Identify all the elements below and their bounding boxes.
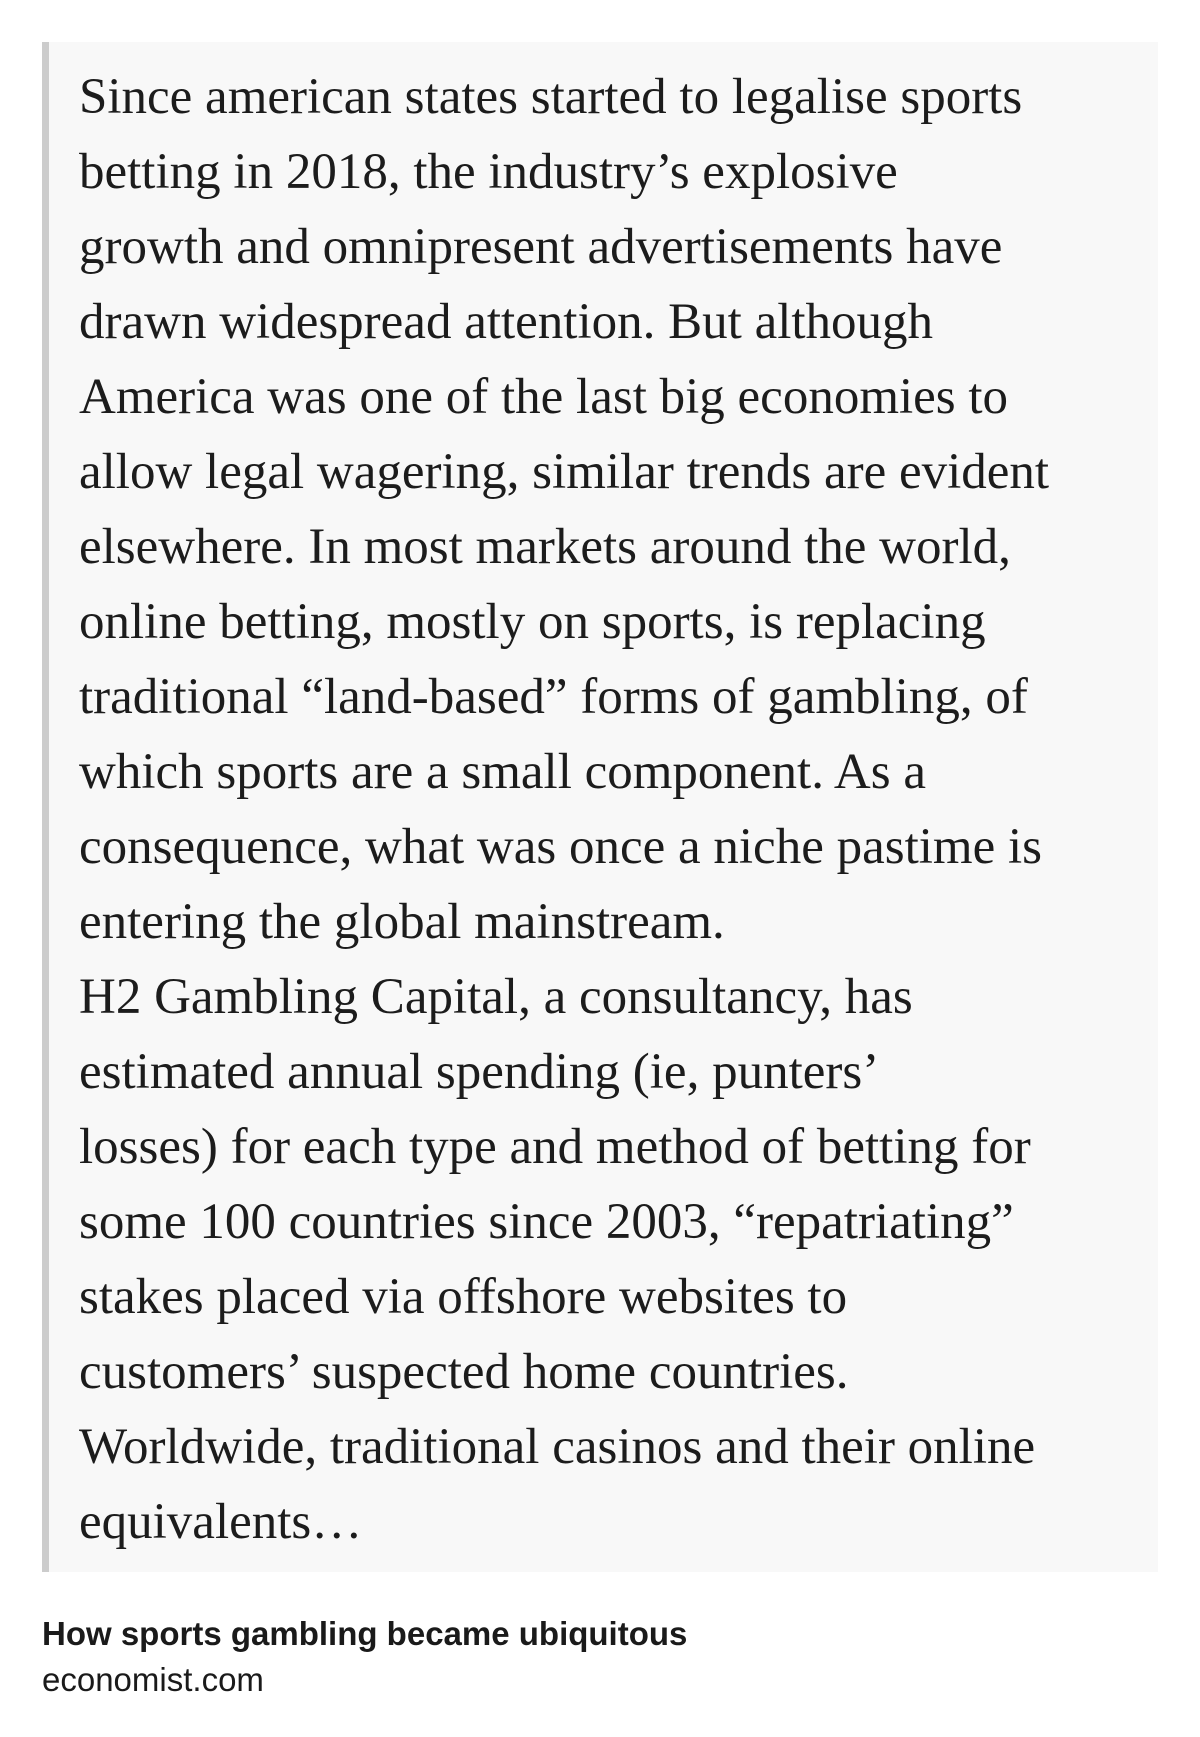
quote-line: drawn widespread attention. But although [79,294,934,350]
quote-line: allow legal wagering, similar trends are evident [79,444,1050,500]
quote-line: traditional “land-based” forms of gambling, of [79,669,1028,725]
quote-line: elsewhere. In most markets around the world, [79,519,1011,575]
quote-line: equivalents… [79,1494,363,1550]
quote-line: growth and omnipresent advertisements have [79,219,1003,275]
quote-line: America was one of the last big economies to [79,369,1009,425]
quote-line: customers’ suspected home countries. [79,1344,849,1400]
quote-line: Since american states started to legalise sports [79,69,1023,125]
link-domain: economist.com [42,1661,264,1698]
quote-line: estimated annual spending (ie, punters’ [79,1044,880,1100]
link-preview[interactable] [42,1612,1158,1704]
quote-line: which sports are a small component. As a [79,744,926,800]
quote-line: H2 Gambling Capital, a consultancy, has [79,969,913,1025]
quote-line: entering the global mainstream. [79,894,725,950]
quote-line: some 100 countries since 2003, “repatriating” [79,1194,1014,1250]
quote-line: online betting, mostly on sports, is replacing [79,594,986,650]
quote-paragraph-2 [79,960,1148,1560]
quote-paragraph-1 [79,60,1148,960]
quote-card[interactable] [42,42,1158,1572]
quote-line: stakes placed via offshore websites to [79,1269,848,1325]
link-title[interactable]: How sports gambling became ubiquitous [42,1615,688,1652]
quote-text [79,60,1148,1560]
quote-line: betting in 2018, the industry’s explosive [79,144,898,200]
quote-line: Worldwide, traditional casinos and their online [79,1419,1036,1475]
quote-line: consequence, what was once a niche pastime is [79,819,1042,875]
quote-line: losses) for each type and method of betting for [79,1119,1031,1175]
